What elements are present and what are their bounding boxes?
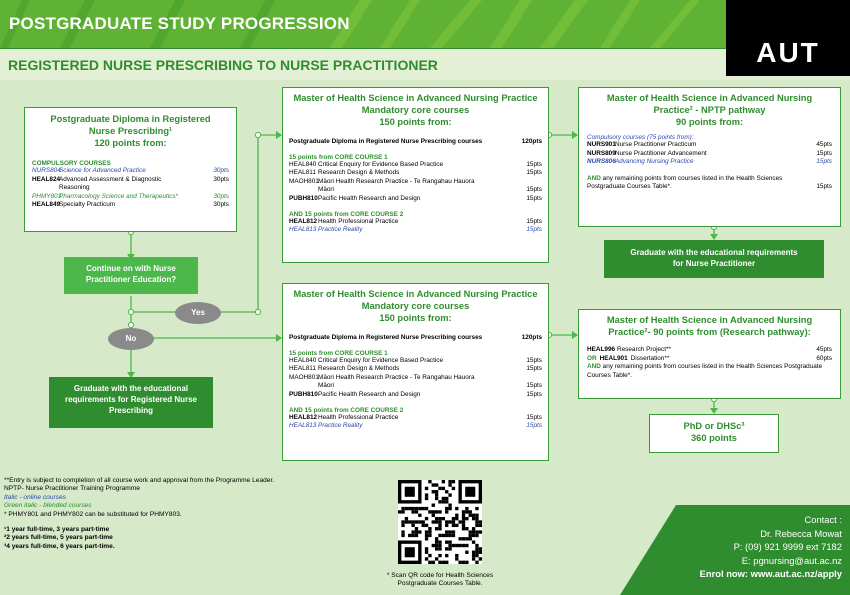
note-italic: Italic - online courses [4, 493, 66, 501]
graduate-rnp-box: Graduate with the educational requirements for Registered Nurse Prescribing [49, 377, 213, 428]
core2-heading: AND 15 points from CORE COURSE 2 [289, 210, 404, 218]
course-row: PUBH810 Pacific Health Research and Design 15pts [289, 390, 542, 398]
no-label: No [108, 328, 154, 350]
phd-box [649, 414, 779, 453]
contact-heading: Contact : [804, 514, 842, 525]
nptp-section: Compulsory courses (75 points from): [587, 134, 694, 141]
course-row: HEAL996 Research Project** 45pts [587, 346, 832, 353]
research-title: Master of Health Science in Advanced Nursing Practice²- 90 points from (Research pathway): [606, 315, 813, 337]
course-row: PUBH810 Pacific Health Research and Design 15pts [289, 194, 542, 202]
note-green-italic: Green italic - blended courses [4, 502, 92, 510]
note-nptp: NPTP- Nurse Practitioner Training Programme [4, 485, 140, 493]
course-row: NURS804 Science for Advanced Practice 30pts [32, 167, 229, 174]
note-f1: ¹1 year full-time, 3 years part-time [4, 526, 110, 534]
course-row: HEAL813 Practice Reality 15pts [289, 422, 542, 430]
course-row: HEAL824 Advanced Assessment & Diagnostic Reasoning 30pts [32, 175, 229, 192]
note-phmy: * PHMY801 and PHMY802 can be substituted for PHMY803. [4, 510, 182, 518]
course-row: HEAL811 Research Design & Methods 15pts [289, 169, 542, 177]
yes-label: Yes [175, 302, 221, 324]
pgdip-points: 120 points from: [94, 138, 167, 148]
page-title: POSTGRADUATE STUDY PROGRESSION [9, 14, 350, 33]
aut-logo: AUT [726, 0, 850, 76]
course-row: NURS901 Nurse Practitioner Practicum 45pts [587, 141, 832, 148]
footnotes [4, 477, 284, 551]
note-f3: ³4 years full-time, 6 years part-time. [4, 542, 115, 550]
course-row: MAOH801 Māori Health Research Practice - Te Rangahau Hauora Māori 15pts [289, 177, 542, 194]
continue-question-box: Continue on with Nurse Practitioner Education? [64, 257, 198, 294]
page-subtitle: REGISTERED NURSE PRESCRIBING TO NURSE PRACTITIONER [8, 57, 438, 73]
course-row: HEAL812 Health Professional Practice 15pts [289, 217, 542, 225]
pgdip-row: Postgraduate Diploma in Registered Nurse Prescribing courses 120pts [289, 334, 542, 341]
phd-points: 360 points [691, 433, 737, 443]
course-row: HEAL812 Health Professional Practice 15pts [289, 413, 542, 421]
phd-title: PhD or DHSc³ [683, 421, 745, 431]
course-row: NURS809 Nurse Practitioner Advancement 15pts [587, 149, 832, 157]
course-row: HEAL813 Practice Reality 15pts [289, 226, 542, 234]
contact-name: Dr. Rebecca Mowat [760, 527, 842, 539]
nptp-title: Master of Health Science in Advanced Nursing Practice² - NPTP pathway [606, 93, 813, 115]
contact-corner [620, 505, 680, 595]
course-row: MAOH801 Māori Health Research Practice - Te Rangahau Hauora Māori 15pts [289, 373, 542, 390]
mhsc-top-points: 150 points from: [379, 117, 452, 127]
nptp-points: 90 points from: [675, 117, 744, 127]
and-row: AND any remaining points from courses listed in the Health Sciences Postgraduate Courses Table*. 15pts [587, 174, 832, 191]
pgdip-row: Postgraduate Diploma in Registered Nurse Prescribing courses 120pts [289, 138, 542, 145]
contact-phone[interactable]: P: (09) 921 9999 ext 7182 [733, 541, 842, 552]
course-row: PHMY803 Pharmacology Science and Therapeutics* 30pts [32, 192, 229, 200]
qr-caption: * Scan QR code for Health Sciences Postgraduate Courses Table. [386, 572, 494, 588]
mhsc-bottom-title: Master of Health Science in Advanced Nursing Practice [293, 289, 538, 299]
course-row: NURS806 Advancing Nursing Practice 15pts [587, 158, 832, 166]
core1-heading: 15 points from CORE COURSE 1 [289, 349, 388, 357]
research-box [578, 309, 841, 399]
mhsc-top-box [282, 87, 549, 263]
note-entry: **Entry is subject to completion of all course work and approval from the Programme Leader. [4, 477, 275, 484]
core2-heading: AND 15 points from CORE COURSE 2 [289, 406, 404, 414]
mhsc-top-title: Master of Health Science in Advanced Nursing Practice [293, 93, 538, 103]
contact-enrol[interactable]: Enrol now: www.aut.ac.nz/apply [699, 568, 842, 579]
course-row: HEAL849 Specialty Practicum 30pts [32, 201, 229, 209]
core1-heading: 15 points from CORE COURSE 1 [289, 153, 388, 161]
mhsc-bottom-subtitle: Mandatory core courses [361, 301, 470, 311]
contact-email[interactable]: E: pgnursing@aut.ac.nz [741, 554, 842, 566]
qr-code[interactable] [398, 480, 482, 564]
course-row: HEAL840 Critical Enquiry for Evidence Based Practice 15pts [289, 356, 542, 364]
mhsc-top-subtitle: Mandatory core courses [361, 105, 470, 115]
mhsc-bottom-box [282, 283, 549, 461]
mhsc-bottom-points: 150 points from: [379, 313, 452, 323]
course-row: HEAL840 Critical Enquiry for Evidence Based Practice 15pts [289, 160, 542, 168]
contact-panel [676, 505, 850, 595]
course-row: OR HEAL901 Dissertation** 60pts [587, 354, 832, 362]
nptp-box [578, 87, 841, 227]
graduate-np-box: Graduate with the educational requirements for Nurse Practitioner [604, 240, 824, 278]
pgdip-title: Postgraduate Diploma in Registered Nurse Prescribing¹ [50, 114, 211, 136]
pgdip-section: COMPULSORY COURSES [32, 160, 111, 167]
pgdip-box [24, 107, 237, 232]
note-f2: ²2 years full-time, 5 years part-time [4, 534, 113, 542]
research-and: AND any remaining points from courses listed in the Health Sciences Postgraduate Courses Table*. [587, 363, 823, 379]
course-row: HEAL811 Research Design & Methods 15pts [289, 365, 542, 373]
